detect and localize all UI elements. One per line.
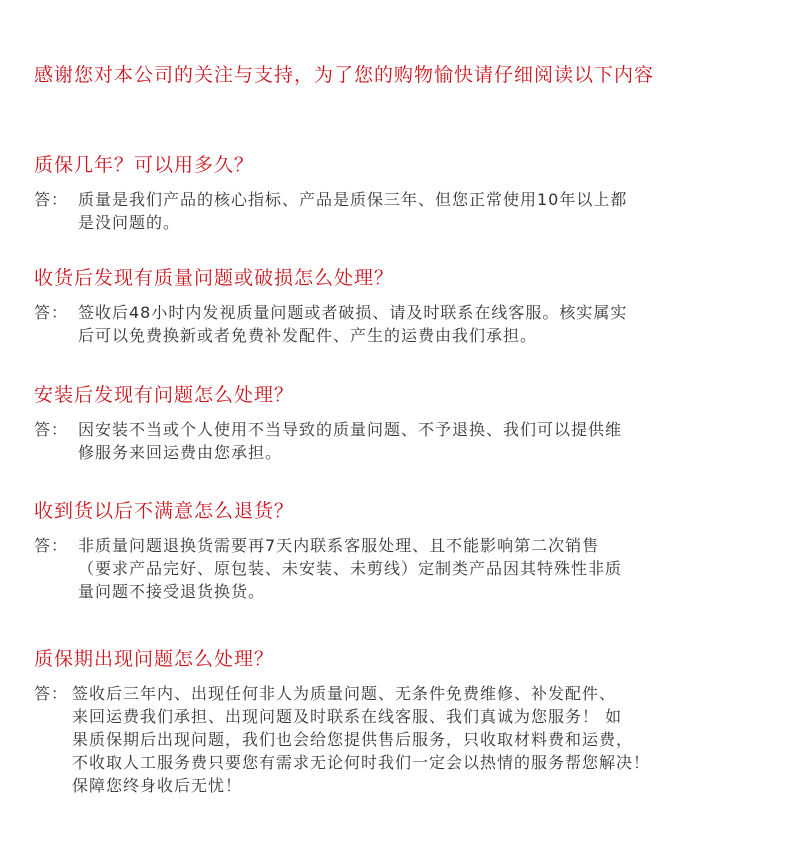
faq-item-warranty-period: [34, 646, 764, 797]
answer-line: 量问题不接受退货换货。: [78, 582, 266, 601]
faq-item-return-policy: [34, 498, 764, 603]
answer-line: 签收后48小时内发视质量问题或者破损、请及时联系在线客服。核实属实: [78, 303, 628, 322]
intro-notice: 感谢您对本公司的关注与支持，为了您的购物愉快请仔细阅读以下内容: [34, 64, 655, 86]
answer-prefix: 答：: [34, 684, 69, 703]
answer-prefix: 答：: [34, 536, 69, 555]
answer-line: 来回运费我们承担、出现问题及时联系在线客服、我们真诚为您服务！ 如: [72, 707, 623, 726]
answer-line: （要求产品完好、原包装、未安装、未剪线）定制类产品因其特殊性非质: [78, 559, 623, 578]
faq-answer: [34, 301, 764, 347]
faq-item-warranty-years: [34, 152, 764, 234]
faq-answer: [34, 682, 764, 797]
answer-line: 质量是我们产品的核心指标、产品是质保三年、但您正常使用10年以上都: [78, 190, 628, 209]
faq-answer: [34, 188, 764, 234]
faq-question: 质保期出现问题怎么处理？: [34, 648, 275, 670]
faq-item-damage-on-receipt: [34, 265, 764, 347]
faq-question: 收到货以后不满意怎么退货？: [34, 500, 295, 522]
answer-line: 不收取人工服务费只要您有需求无论何时我们一定会以热情的服务帮您解决！: [72, 753, 651, 772]
answer-line: 非质量问题退换货需要再7天内联系客服处理、且不能影响第二次销售: [78, 536, 600, 555]
faq-item-installation-issue: [34, 382, 764, 464]
answer-line: 修服务来回运费由您承担。: [78, 443, 283, 462]
answer-line: 是没问题的。: [78, 213, 181, 232]
answer-line: 因安装不当或个人使用不当导致的质量问题、不予退换、我们可以提供维: [78, 420, 623, 439]
faq-question: 质保几年？可以用多久？: [34, 154, 255, 176]
answer-prefix: 答：: [34, 190, 69, 209]
answer-line: 后可以免费换新或者免费补发配件、产生的运费由我们承担。: [78, 326, 538, 345]
answer-line: 保障您终身收后无忧！: [72, 776, 243, 795]
faq-answer: [34, 418, 764, 464]
answer-line: 果质保期后出现问题，我们也会给您提供售后服务，只收取材料费和运费，: [72, 730, 634, 749]
answer-prefix: 答：: [34, 303, 69, 322]
faq-question: 安装后发现有问题怎么处理？: [34, 384, 295, 406]
answer-prefix: 答：: [34, 420, 69, 439]
faq-question: 收货后发现有质量问题或破损怎么处理？: [34, 267, 395, 289]
answer-line: 签收后三年内、出现任何非人为质量问题、无条件免费维修、补发配件、: [72, 684, 617, 703]
faq-answer: [34, 534, 764, 603]
